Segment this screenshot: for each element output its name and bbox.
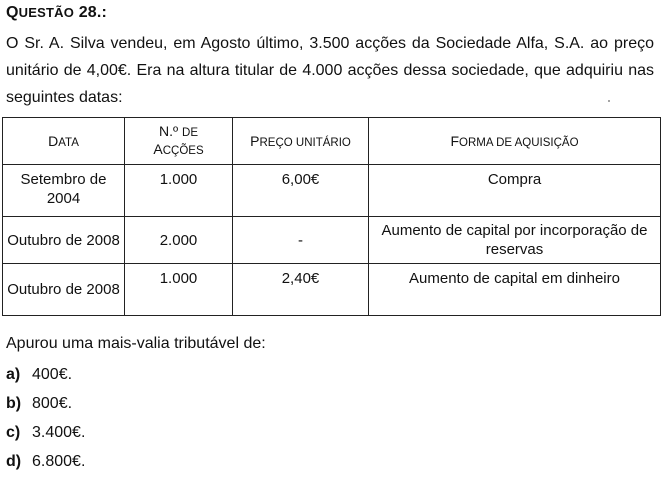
- option-letter: b): [6, 395, 22, 412]
- cell-shares: 1.000: [125, 264, 233, 316]
- scan-speck: [608, 100, 610, 102]
- header-date: DATA: [3, 118, 125, 165]
- cell-form: Aumento de capital em dinheiro: [369, 264, 661, 316]
- cell-shares: 1.000: [125, 165, 233, 217]
- title-initial: Q: [6, 4, 19, 21]
- option-letter: d): [6, 453, 22, 470]
- title-rest: UESTÃO: [18, 5, 75, 20]
- table-row: [3, 264, 661, 316]
- table-row: [3, 217, 661, 264]
- cell-form: Aumento de capital por incorporação de reservas: [369, 217, 661, 264]
- option-letter: c): [6, 424, 21, 441]
- answer-prompt: Apurou uma mais-valia tributável de:: [6, 335, 266, 352]
- cell-price: -: [233, 217, 369, 264]
- header-acquisition-form: FORMA DE AQUISIÇÃO: [369, 118, 661, 165]
- option-text: 6.800€.: [32, 453, 86, 470]
- question-stem: O Sr. A. Silva vendeu, em Agosto último, 3.500 acções da Sociedade Alfa, S.A. ao preço unitário de 4,00€. Era na altura titular de 4.000 acções dessa sociedade, que adquiriu nas seguintes datas:: [6, 35, 654, 106]
- option-text: 400€.: [32, 366, 73, 383]
- option-letter: a): [6, 366, 21, 383]
- header-shares: N.º DE ACÇÕES: [125, 118, 233, 165]
- option-text: 3.400€.: [32, 424, 86, 441]
- table-header-row: [3, 118, 661, 165]
- cell-date: Outubro de 2008: [3, 217, 125, 264]
- question-title: [6, 4, 107, 22]
- option-a[interactable]: [6, 366, 72, 384]
- cell-date: Setembro de 2004: [3, 165, 125, 217]
- cell-price: 6,00€: [233, 165, 369, 217]
- cell-shares: 2.000: [125, 217, 233, 264]
- option-text: 800€.: [32, 395, 73, 412]
- cell-price: 2,40€: [233, 264, 369, 316]
- acquisition-table: [2, 117, 661, 316]
- cell-form: Compra: [369, 165, 661, 217]
- option-b[interactable]: [6, 395, 72, 413]
- cell-date: Outubro de 2008: [3, 264, 125, 316]
- header-unit-price: PREÇO UNITÁRIO: [233, 118, 369, 165]
- table-row: [3, 165, 661, 217]
- option-d[interactable]: [6, 453, 85, 471]
- option-c[interactable]: [6, 424, 85, 442]
- title-number: 28.:: [78, 4, 108, 21]
